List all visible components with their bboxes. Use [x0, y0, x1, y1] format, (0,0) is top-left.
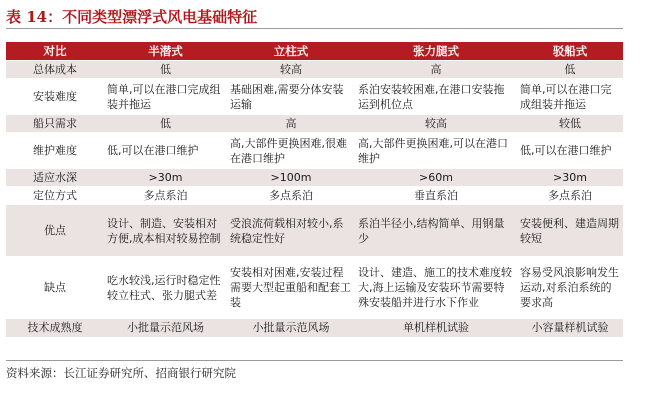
table-cell: 设计、制造、安装相对方便,成本相对较易控制 — [104, 205, 227, 257]
table-cell: 低 — [517, 61, 623, 79]
table-cell: 单机样机试验 — [355, 319, 517, 337]
header-cell: 张力腿式 — [355, 42, 517, 61]
source-note: 资料来源：长江证券研究所、招商银行研究院 — [6, 366, 236, 380]
table-row — [6, 79, 623, 115]
table-cell: >60m — [355, 169, 517, 187]
row-label: 安装难度 — [6, 79, 104, 115]
table-row — [6, 187, 623, 205]
row-label: 总体成本 — [6, 61, 104, 79]
table-cell: >30m — [104, 169, 227, 187]
row-label: 适应水深 — [6, 169, 104, 187]
table-cell: 吃水较浅,运行时稳定性较立柱式、张力腿式差 — [104, 257, 227, 319]
table-cell: 高 — [227, 115, 355, 133]
table-row — [6, 61, 623, 79]
bottom-divider — [6, 360, 623, 361]
table-cell: 简单,可以在港口完成组装并拖运 — [517, 79, 623, 115]
table-cell: 高,大部件更换困难,可以在港口维护 — [355, 133, 517, 169]
table-cell: 设计、建造、施工的技术难度较大,海上运输及安装环节需要特殊安装船并进行水下作业 — [355, 257, 517, 319]
table-cell: >100m — [227, 169, 355, 187]
top-divider — [6, 28, 623, 29]
table-cell: 受浪流荷载相对较小,系统稳定性好 — [227, 205, 355, 257]
table-row — [6, 319, 623, 337]
table-cell: >30m — [517, 169, 623, 187]
header-cell: 驳船式 — [517, 42, 623, 61]
row-label: 船只需求 — [6, 115, 104, 133]
header-cell: 立柱式 — [227, 42, 355, 61]
table-cell: 基础困难,需要分体安装运输 — [227, 79, 355, 115]
row-label: 缺点 — [6, 257, 104, 319]
table-cell: 低,可以在港口维护 — [104, 133, 227, 169]
table-cell: 小容量样机试验 — [517, 319, 623, 337]
table-row — [6, 205, 623, 257]
table-cell: 低,可以在港口维护 — [517, 133, 623, 169]
table-cell: 多点系泊 — [227, 187, 355, 205]
comparison-table — [6, 42, 623, 337]
table-cell: 高,大部件更换困难,很难在港口维护 — [227, 133, 355, 169]
header-cell: 半潜式 — [104, 42, 227, 61]
table-cell: 小批量示范风场 — [227, 319, 355, 337]
table-cell: 低 — [104, 61, 227, 79]
table-row — [6, 133, 623, 169]
table-cell: 容易受风浪影响发生运动,对系泊系统的要求高 — [517, 257, 623, 319]
table-cell: 系泊安装较困难,在港口安装拖运到机位点 — [355, 79, 517, 115]
row-label: 定位方式 — [6, 187, 104, 205]
table-title: 表 14：不同类型漂浮式风电基础特征 — [6, 8, 258, 26]
table-cell: 安装便利、建造周期较短 — [517, 205, 623, 257]
header-cell: 对比 — [6, 42, 104, 61]
row-label: 优点 — [6, 205, 104, 257]
table-cell: 较高 — [227, 61, 355, 79]
row-label: 技术成熟度 — [6, 319, 104, 337]
table-cell: 较低 — [517, 115, 623, 133]
table-cell: 多点系泊 — [104, 187, 227, 205]
table-cell: 高 — [355, 61, 517, 79]
table-cell: 垂直系泊 — [355, 187, 517, 205]
row-label: 维护难度 — [6, 133, 104, 169]
table-cell: 较高 — [355, 115, 517, 133]
table-cell: 安装相对困难,安装过程需要大型起重船和配套工装 — [227, 257, 355, 319]
table-row — [6, 257, 623, 319]
header-row — [6, 42, 623, 61]
table-cell: 系泊半径小,结构简单、用钢量少 — [355, 205, 517, 257]
table-row — [6, 169, 623, 187]
table-cell: 多点系泊 — [517, 187, 623, 205]
table-cell: 简单,可以在港口完成组装并拖运 — [104, 79, 227, 115]
table-row — [6, 115, 623, 133]
table-cell: 小批量示范风场 — [104, 319, 227, 337]
table-cell: 低 — [104, 115, 227, 133]
